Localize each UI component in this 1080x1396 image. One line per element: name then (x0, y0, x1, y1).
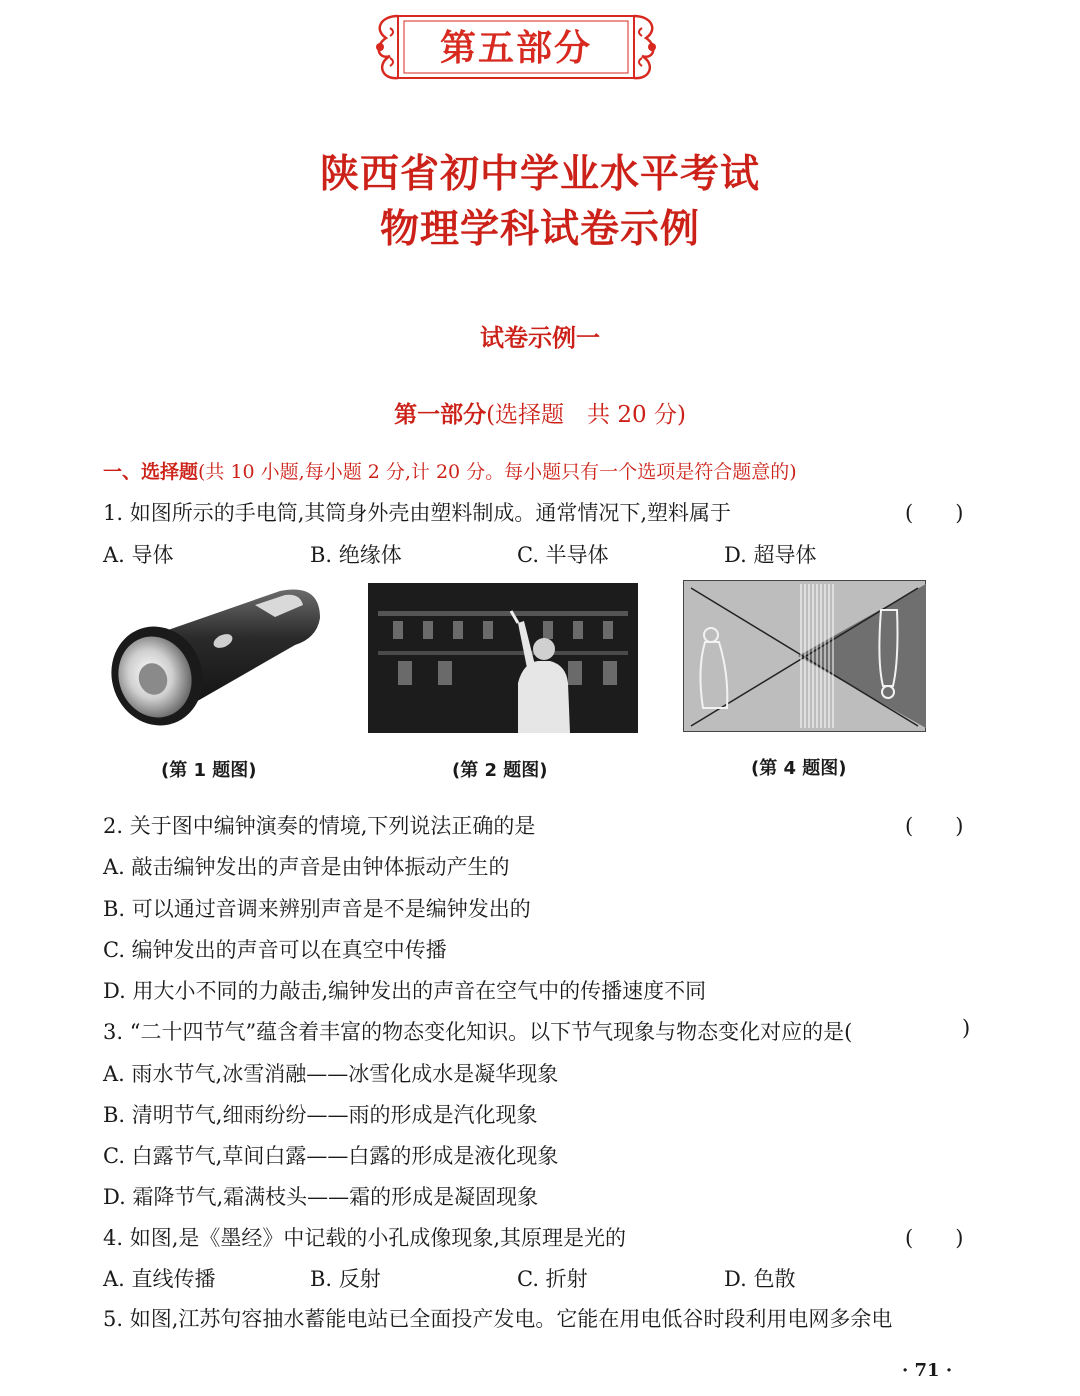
q3-option-d: D. 霜降节气,霜满枝头——霜的形成是凝固现象 (103, 1185, 539, 1209)
q4-option-d: D. 色散 (724, 1267, 796, 1291)
q1-option-b: B. 绝缘体 (310, 543, 402, 567)
q3-option-c: C. 白露节气,草间白露——白露的形成是液化现象 (103, 1144, 559, 1168)
q1-option-c: C. 半导体 (517, 543, 609, 567)
pinhole-imaging-figure (683, 580, 926, 732)
q1-option-d: D. 超导体 (724, 543, 817, 567)
q4-option-b: B. 反射 (310, 1267, 381, 1291)
exam-subtitle: 试卷示例一 (480, 324, 600, 352)
q3-stem: 3. “二十四节气”蕴含着丰富的物态变化知识。以下节气现象与物态变化对应的是( (103, 1020, 853, 1044)
part-heading (0, 396, 1080, 429)
q3-answer-paren-close: ) (962, 1016, 971, 1040)
q1-answer-paren: ( ) (905, 501, 964, 525)
q2-stem: 2. 关于图中编钟演奏的情境,下列说法正确的是 (103, 814, 536, 838)
q2-option-d: D. 用大小不同的力敲击,编钟发出的声音在空气中的传播速度不同 (103, 979, 707, 1003)
flashlight-figure (105, 583, 325, 733)
q4-stem: 4. 如图,是《墨经》中记载的小孔成像现象,其原理是光的 (103, 1226, 627, 1250)
q2-option-a: A. 敲击编钟发出的声音是由钟体振动产生的 (103, 855, 510, 879)
q1-option-a: A. 导体 (103, 543, 174, 567)
q3-option-b: B. 清明节气,细雨纷纷——雨的形成是汽化现象 (103, 1103, 538, 1127)
page-number: · 71 · (902, 1360, 953, 1381)
banner-title: 第五部分 (439, 28, 592, 69)
q5-stem: 5. 如图,江苏句容抽水蓄能电站已全面投产发电。它能在用电低谷时段利用电网多余电 (103, 1307, 893, 1331)
q4-answer-paren: ( ) (905, 1226, 964, 1250)
section-banner (368, 8, 664, 88)
q3-option-a: A. 雨水节气,冰雪消融——冰雪化成水是凝华现象 (103, 1062, 559, 1086)
page-title-line2: 物理学科试卷示例 (379, 206, 700, 252)
part-name: 第一部分 (394, 401, 487, 428)
q2-option-b: B. 可以通过音调来辨别声音是不是编钟发出的 (103, 897, 531, 921)
figure-1-caption: (第 1 题图) (161, 760, 257, 781)
q4-option-c: C. 折射 (517, 1267, 588, 1291)
q2-answer-paren: ( ) (905, 814, 964, 838)
figure-4-caption: (第 4 题图) (751, 758, 847, 779)
figure-2-caption: (第 2 题图) (452, 760, 548, 781)
section-heading (103, 457, 797, 484)
part-detail: (选择题 共 20 分) (486, 402, 686, 428)
section-title: 一、选择题 (103, 461, 199, 483)
q2-option-c: C. 编钟发出的声音可以在真空中传播 (103, 938, 447, 962)
bianzhong-figure (368, 583, 638, 733)
page-title-line1: 陕西省初中学业水平考试 (319, 151, 760, 197)
section-detail: (共 10 小题,每小题 2 分,计 20 分。每小题只有一个选项是符合题意的) (198, 461, 797, 483)
q1-stem: 1. 如图所示的手电筒,其筒身外壳由塑料制成。通常情况下,塑料属于 (103, 501, 732, 525)
q4-option-a: A. 直线传播 (103, 1267, 216, 1291)
